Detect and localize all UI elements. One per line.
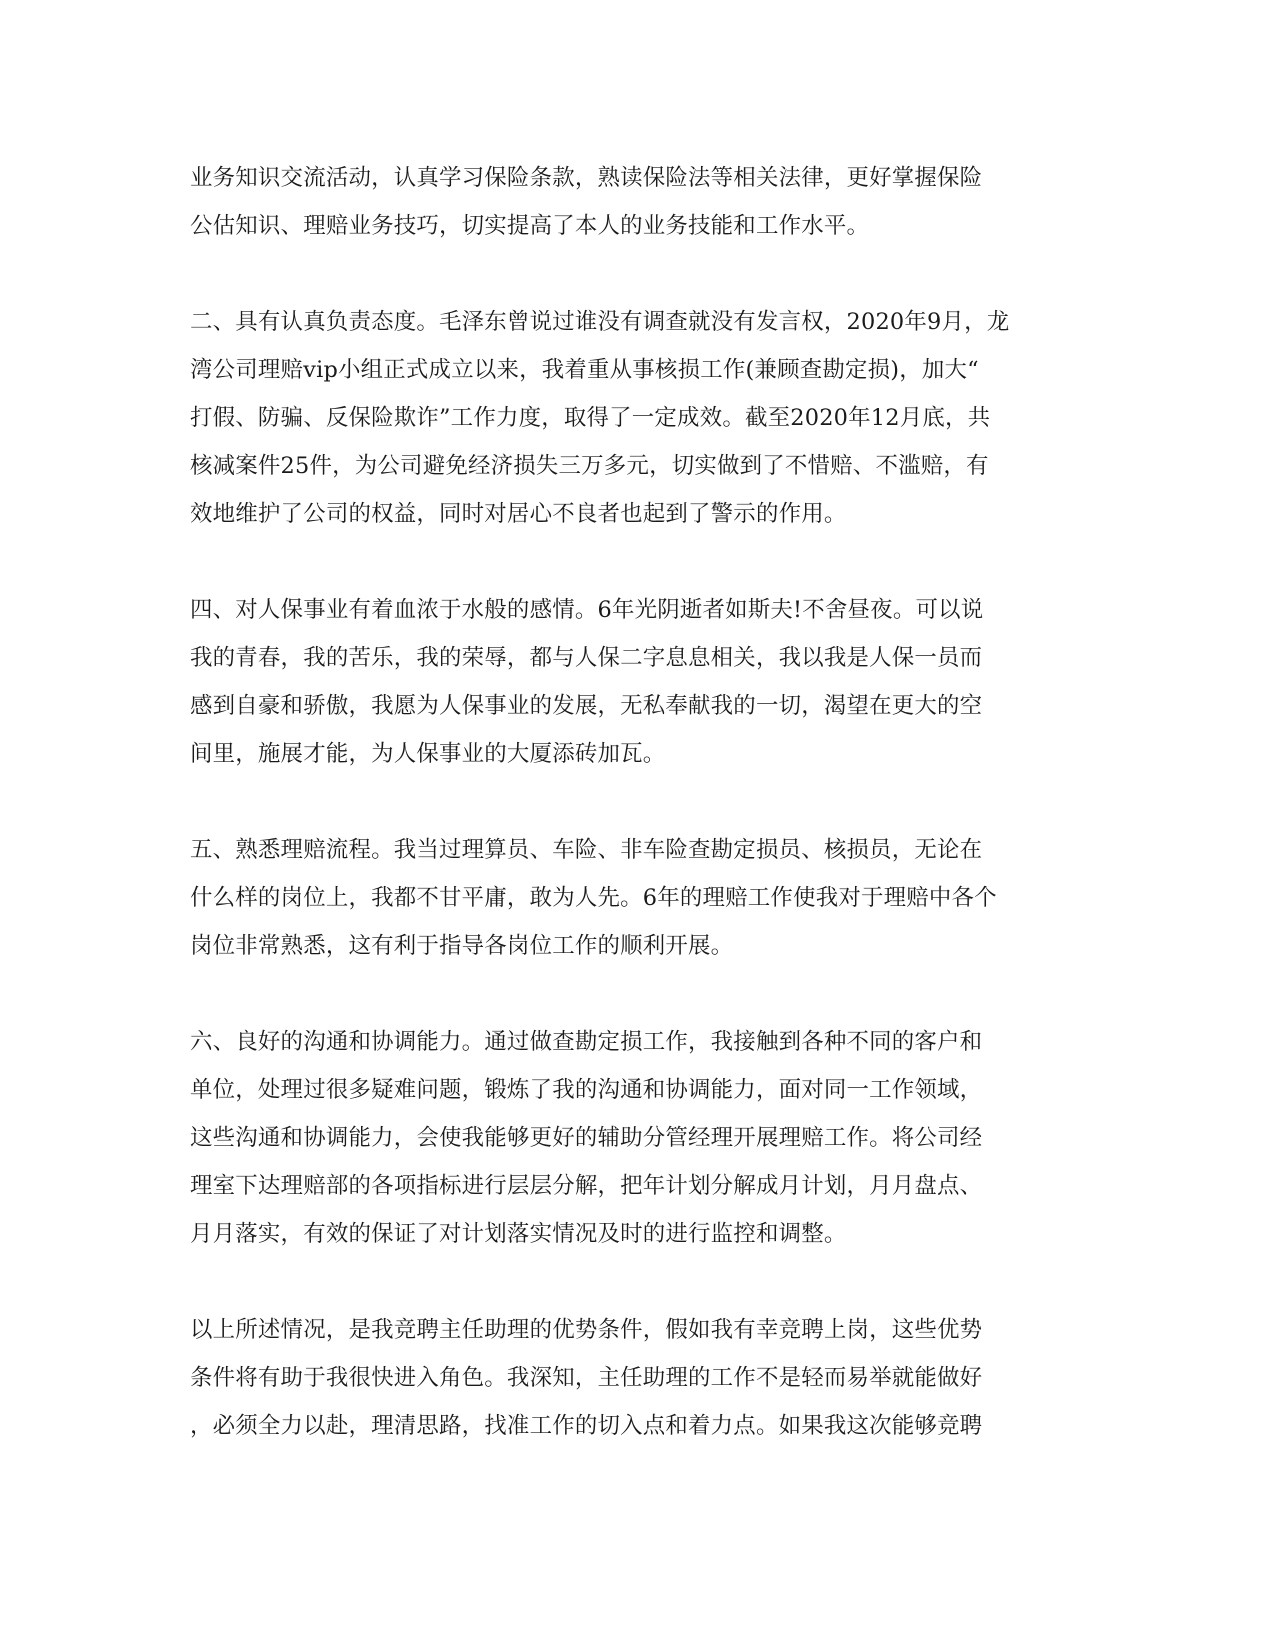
paragraph-claims-process (190, 826, 1090, 970)
text-line: 四、对人保事业有着血浓于水般的感情。6年光阴逝者如斯夫!不舍昼夜。可以说 (190, 597, 984, 623)
paragraph-communication (190, 1018, 1090, 1258)
paragraph-conclusion (190, 1306, 1090, 1450)
paragraph-responsible-attitude (190, 298, 1090, 538)
text-line: 二、具有认真负责态度。毛泽东曾说过谁没有调查就没有发言权，2020年9月，龙 (190, 309, 1010, 335)
paragraph-business-knowledge (190, 154, 1090, 250)
text-line: 单位，处理过很多疑难问题，锻炼了我的沟通和协调能力，面对同一工作领域， (190, 1077, 983, 1103)
text-line: 效地维护了公司的权益，同时对居心不良者也起到了警示的作用。 (190, 501, 847, 527)
text-line: 间里，施展才能，为人保事业的大厦添砖加瓦。 (190, 741, 666, 767)
text-line: 岗位非常熟悉，这有利于指导各岗位工作的顺利开展。 (190, 933, 734, 959)
text-line: 核减案件25件，为公司避免经济损失三万多元，切实做到了不惜赔、不滥赔，有 (190, 453, 989, 479)
text-line: 理室下达理赔部的各项指标进行层层分解，把年计划分解成月计划，月月盘点、 (190, 1173, 983, 1199)
text-line: 打假、防骗、反保险欺诈”工作力度，取得了一定成效。截至2020年12月底，共 (190, 405, 991, 431)
text-line: 这些沟通和协调能力，会使我能够更好的辅助分管经理开展理赔工作。将公司经 (190, 1125, 983, 1151)
paragraph-dedication (190, 586, 1090, 778)
text-line: 月月落实，有效的保证了对计划落实情况及时的进行监控和调整。 (190, 1221, 847, 1247)
text-line: 我的青春，我的苦乐，我的荣辱，都与人保二字息息相关，我以我是人保一员而 (190, 645, 983, 671)
text-line: 以上所述情况，是我竞聘主任助理的优势条件，假如我有幸竞聘上岗，这些优势 (190, 1317, 983, 1343)
text-line: 业务知识交流活动，认真学习保险条款，熟读保险法等相关法律，更好掌握保险 (190, 165, 983, 191)
text-line: 公估知识、理赔业务技巧，切实提高了本人的业务技能和工作水平。 (190, 213, 870, 239)
text-line: 湾公司理赔vip小组正式成立以来，我着重从事核损工作(兼顾查勘定损)，加大“ (190, 357, 979, 383)
text-line: ，必须全力以赴，理清思路，找准工作的切入点和着力点。如果我这次能够竞聘 (190, 1413, 983, 1439)
text-line: 六、良好的沟通和协调能力。通过做查勘定损工作，我接触到各种不同的客户和 (190, 1029, 983, 1055)
text-line: 条件将有助于我很快进入角色。我深知，主任助理的工作不是轻而易举就能做好 (190, 1365, 983, 1391)
text-line: 五、熟悉理赔流程。我当过理算员、车险、非车险查勘定损员、核损员，无论在 (190, 837, 983, 863)
text-line: 什么样的岗位上，我都不甘平庸，敢为人先。6年的理赔工作使我对于理赔中各个 (190, 885, 997, 911)
text-line: 感到自豪和骄傲，我愿为人保事业的发展，无私奉献我的一切，渴望在更大的空 (190, 693, 983, 719)
